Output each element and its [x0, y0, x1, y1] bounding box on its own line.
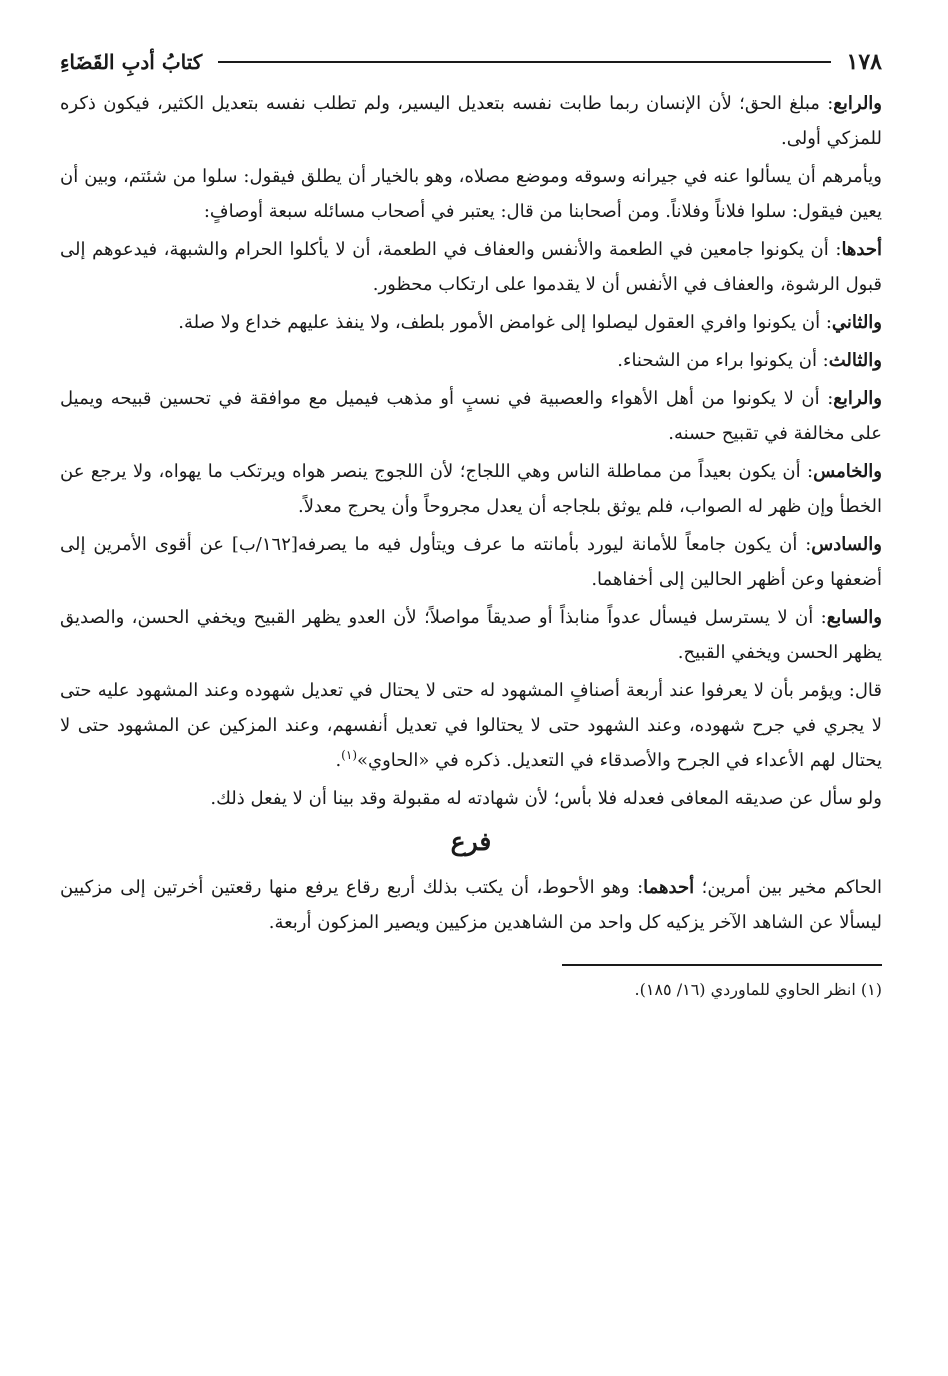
paragraph-lead: والرابع	[833, 388, 882, 409]
paragraph-text: ولو سأل عن صديقه المعافى فعدله فلا بأس؛ لأن شهادته له مقبولة وقد بينا أن لا يفعل ذلك.	[210, 788, 882, 809]
paragraph	[60, 381, 882, 451]
body-text	[60, 86, 882, 1004]
paragraph-text: : مبلغ الحق؛ لأن الإنسان ربما طابت نفسه بتعديل اليسير، ولم تطلب نفسه بتعديل الكثير، فيكون ذكره للمزكي أولى.	[60, 93, 882, 149]
paragraph-text: قال: ويؤمر بأن لا يعرفوا عند أربعة أصنافٍ المشهود له حتى لا يحتال في تعديل شهوده وعند المشهود عليه حتى لا يجري في جرح شهوده، وعند الشهود حتى لا يحتالوا في تعديل أنفسهم، وعند المزكين عن المشهود حتى لا يحتال لهم الأعداء في الجرح والأصدقاء في التعديل. ذكره في «الحاوي»	[60, 680, 882, 771]
paragraph-lead: والسادس	[811, 534, 882, 555]
paragraph-tail: .	[335, 750, 342, 771]
paragraph	[60, 781, 882, 816]
footnote-marker[interactable]: (١)	[341, 748, 357, 762]
paragraph-text: : أن يكونوا وافري العقول ليصلوا إلى غوامض الأمور بلطف، ولا ينفذ عليهم خداع ولا صلة.	[178, 312, 832, 333]
paragraph-lead: أحدهما	[643, 877, 695, 898]
page-number: ١٧٨	[846, 49, 882, 75]
page	[60, 40, 882, 1336]
header-rule	[218, 61, 830, 63]
paragraph-text: : أن يكونوا جامعين في الطعمة والأنفس والعفاف في الطعمة، أن لا يأكلوا الحرام والشبهة، فيدعوهم إلى قبول الرشوة، والعفاف في الأنفس أن لا يقدموا على ارتكاب محظور.	[60, 239, 882, 295]
paragraph	[60, 86, 882, 156]
footnote: (١) انظر الحاوي للماوردي (١٦/ ١٨٥).	[634, 979, 882, 999]
paragraph-text: : أن يكون بعيداً من مماطلة الناس وهي اللجاج؛ لأن اللجوج ينصر هواه ويرتكب ما يهواه، ولا يرجع عن الخطأ وإن ظهر له الصواب، فلم يوثق بلجاجه أن يعدل مجروحاً وأن يحرج معدلاً.	[60, 461, 882, 517]
paragraph-lead: والسابع	[826, 607, 882, 628]
paragraph-text: : وهو الأحوط، أن يكتب بذلك أربع رقاع يرفع منها رقعتين أخرتين إلى مزكيين ليسألا عن الشاهد الآخر يزكيه كل واحد من الشاهدين مزكيين ويصير المزكون أربعة.	[60, 877, 882, 933]
section-paragraph	[60, 870, 882, 940]
paragraph	[60, 673, 882, 778]
paragraph-lead: أحدها	[841, 239, 882, 260]
paragraph-text: : أن لا يسترسل فيسأل عدواً منابذاً أو صديقاً مواصلاً؛ لأن العدو يظهر القبيح ويخفي الحسن، والصديق يظهر الحسن ويخفي القبيح.	[60, 607, 882, 663]
paragraph-lead: والثاني	[831, 312, 882, 333]
paragraph	[60, 232, 882, 302]
paragraph-lead: والخامس	[813, 461, 882, 482]
paragraph	[60, 305, 882, 340]
page-header	[60, 40, 882, 84]
paragraph-text: الحاكم مخير بين أمرين؛	[694, 877, 882, 898]
paragraph-lead: والرابع	[833, 93, 882, 114]
paragraph	[60, 600, 882, 670]
paragraph	[60, 527, 882, 597]
paragraph	[60, 343, 882, 378]
paragraph-text: : أن يكون جامعاً للأمانة ليورد بأمانته ما عرف ويتأول فيه ما يصرفه[١٦٢/ب] عن أقوى الأمرين إلى أضعفها وعن أظهر الحالين إلى أخفاهما.	[60, 534, 882, 590]
paragraph	[60, 159, 882, 229]
footnote-rule	[562, 964, 882, 966]
paragraph-text: : أن لا يكونوا من أهل الأهواء والعصبية في نسبٍ أو مذهب فيميل مع موافقة في تحسين قبيحه ويميل على مخالفة في تقبيح حسنه.	[60, 388, 882, 444]
section-heading: فرع	[450, 827, 492, 856]
book-title: كتابُ أدبِ القَضَاءِ	[60, 50, 203, 74]
paragraph-lead: والثالث	[828, 350, 882, 371]
paragraph-text: ويأمرهم أن يسألوا عنه في جيرانه وسوقه وموضع مصلاه، وهو بالخيار أن يطلق فيقول: سلوا من شئتم، وبين أن يعين فيقول: سلوا فلاناً وفلاناً. ومن أصحابنا من قال: يعتبر في أصحاب مسائله سبعة أوصافٍ:	[60, 166, 882, 222]
paragraph-text: : أن يكونوا براء من الشحناء.	[617, 350, 829, 371]
paragraph	[60, 454, 882, 524]
